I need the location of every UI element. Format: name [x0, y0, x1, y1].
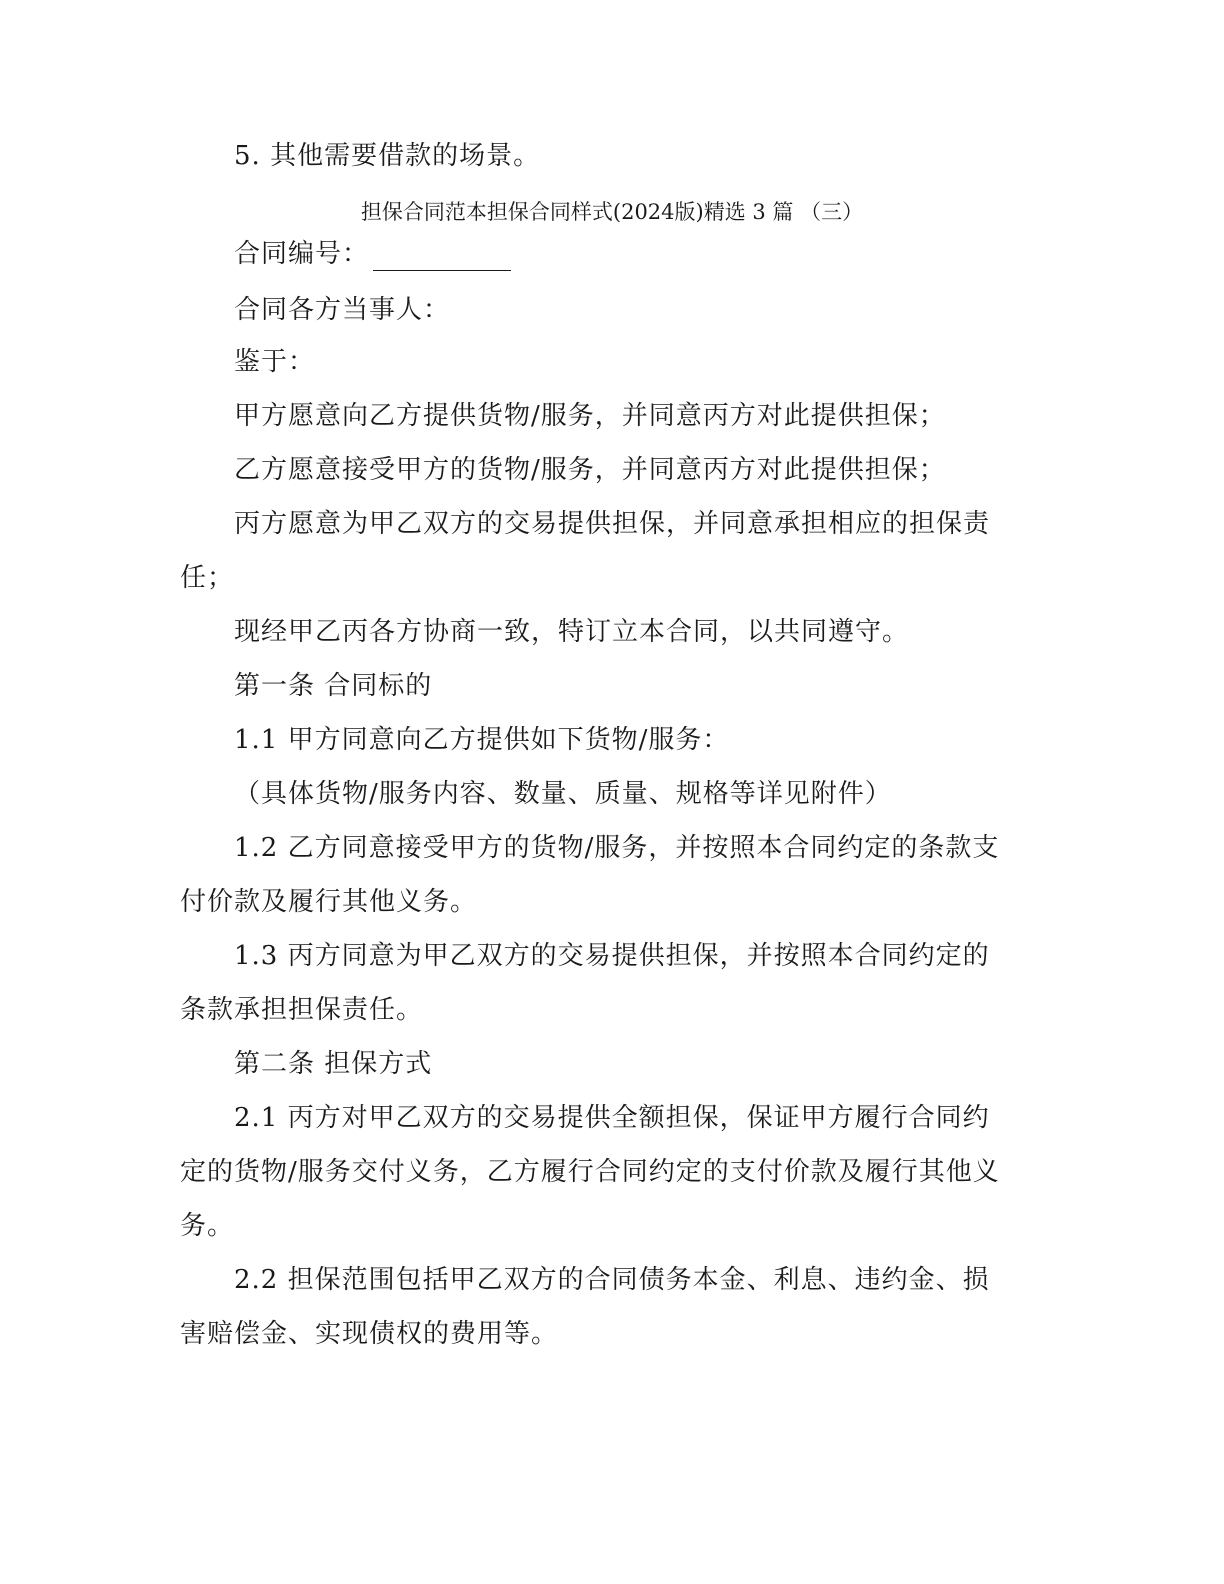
- section-title: 担保合同范本担保合同样式(2024版)精选 3 篇 （三）: [360, 200, 864, 224]
- article-2-heading: 第二条 担保方式: [234, 1049, 433, 1079]
- clause-1-1-note: （具体货物/服务内容、数量、质量、规格等详见附件）: [234, 779, 892, 809]
- clause-2-1-line3: 务。: [180, 1211, 235, 1241]
- clause-2-2-line1: 2.2 担保范围包括甲乙双方的合同债务本金、利息、违约金、损: [234, 1265, 990, 1295]
- whereas-party-c-line2: 任；: [180, 563, 235, 593]
- agreement-statement: 现经甲乙丙各方协商一致，特订立本合同，以共同遵守。: [234, 617, 910, 647]
- whereas-heading: 鉴于：: [234, 347, 316, 377]
- clause-1-2-line2: 付价款及履行其他义务。: [180, 887, 478, 917]
- clause-2-1-line2: 定的货物/服务交付义务，乙方履行合同约定的支付价款及履行其他义: [180, 1157, 1000, 1187]
- contract-number-blank: [373, 246, 511, 271]
- contract-number-label: 合同编号：: [234, 239, 370, 269]
- clause-1-1: 1.1 甲方同意向乙方提供如下货物/服务：: [234, 725, 730, 755]
- paragraph-item-5: 5. 其他需要借款的场景。: [234, 141, 541, 171]
- whereas-party-b: 乙方愿意接受甲方的货物/服务，并同意丙方对此提供担保；: [234, 455, 946, 485]
- clause-2-2-line2: 害赔偿金、实现债权的费用等。: [180, 1319, 559, 1349]
- parties-line: 合同各方当事人：: [234, 295, 451, 325]
- contract-number-line: [234, 237, 1104, 271]
- clause-2-1-line1: 2.1 丙方对甲乙双方的交易提供全额担保，保证甲方履行合同约: [234, 1103, 990, 1133]
- whereas-party-a: 甲方愿意向乙方提供货物/服务，并同意丙方对此提供担保；: [234, 401, 946, 431]
- clause-1-3-line2: 条款承担担保责任。: [180, 995, 424, 1025]
- whereas-party-c-line1: 丙方愿意为甲乙双方的交易提供担保，并同意承担相应的担保责: [234, 509, 991, 539]
- clause-1-2-line1: 1.2 乙方同意接受甲方的货物/服务，并按照本合同约定的条款支: [234, 833, 1000, 863]
- clause-1-3-line1: 1.3 丙方同意为甲乙双方的交易提供担保，并按照本合同约定的: [234, 941, 990, 971]
- article-1-heading: 第一条 合同标的: [234, 671, 433, 701]
